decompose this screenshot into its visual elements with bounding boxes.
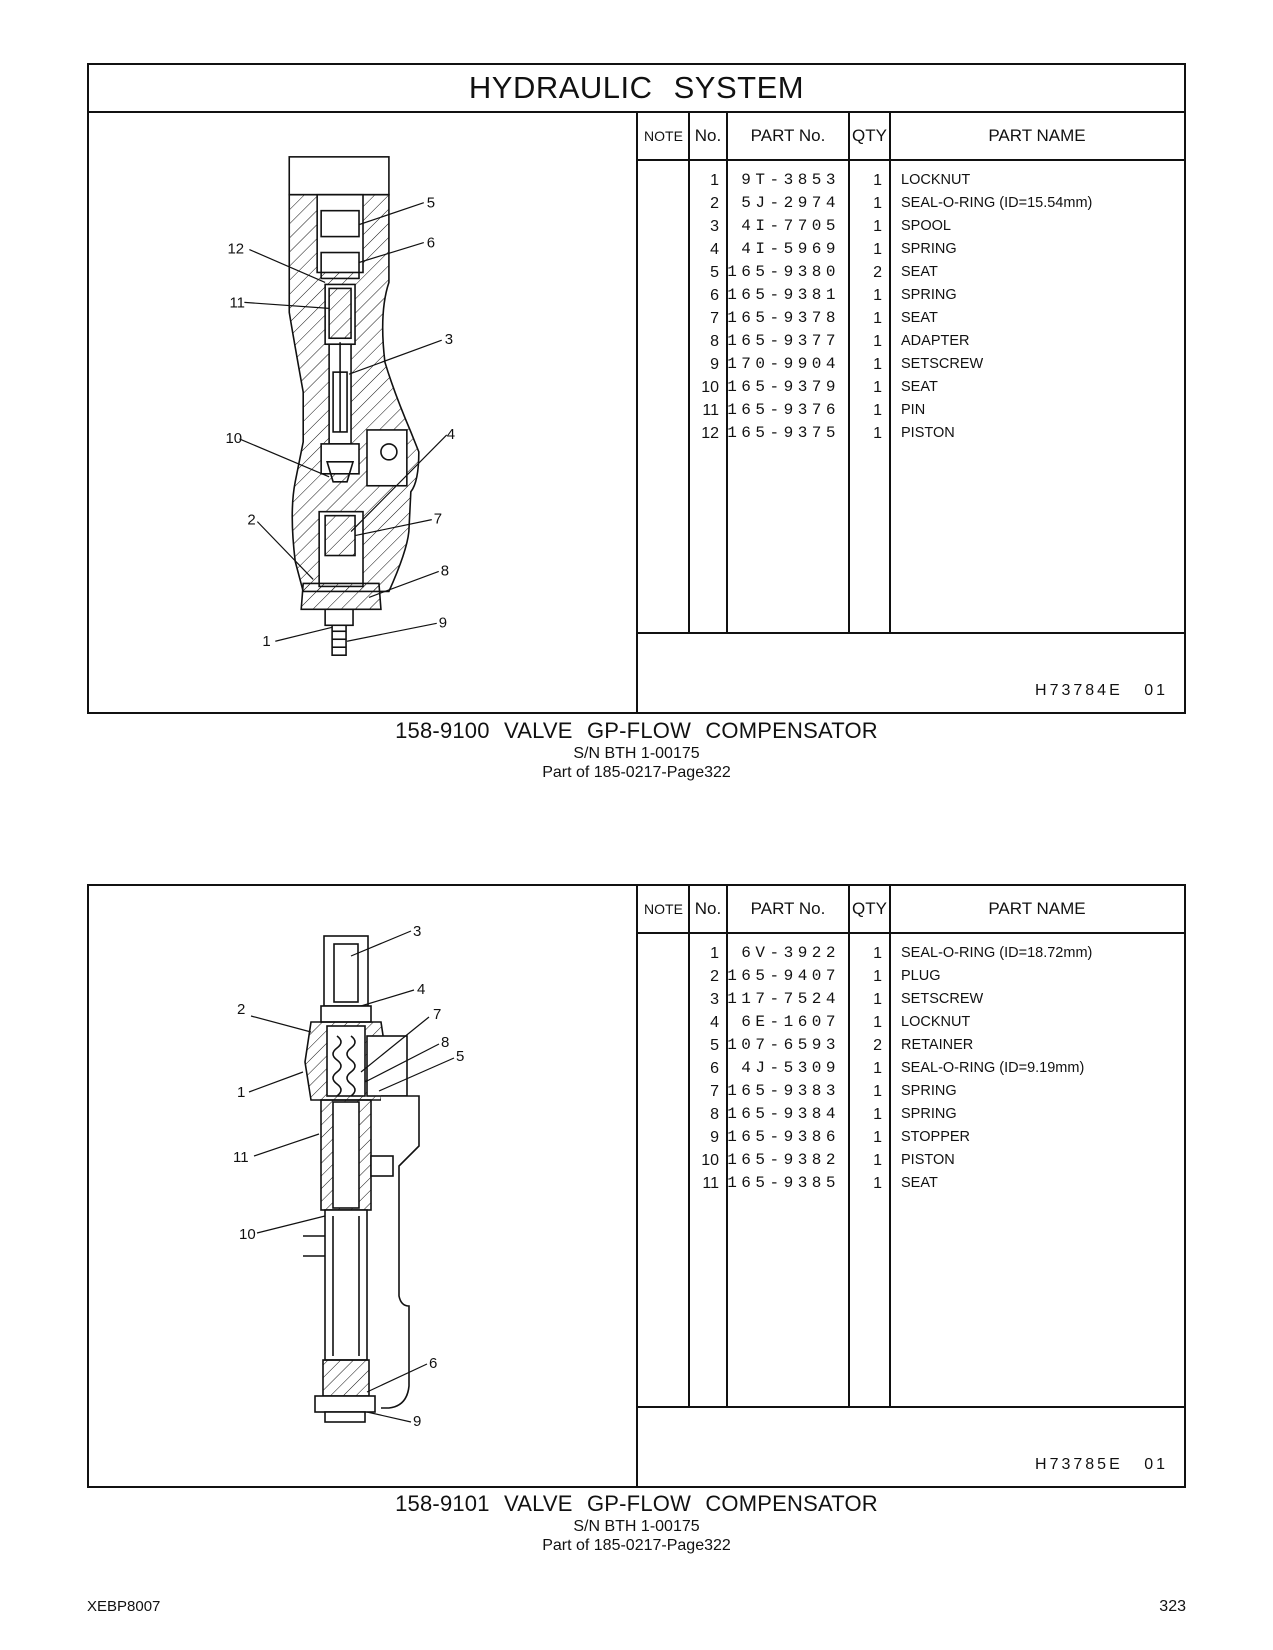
quantity: 1 [873,1083,882,1100]
item-number: 7 [710,1083,719,1100]
callout-3: 3 [444,331,454,349]
part-name: SETSCREW [901,991,984,1007]
callout-2: 2 [237,1001,246,1018]
part-number: 9T-3853 [741,171,840,189]
part-of-ref: Part of 185-0217-Page322 [542,1537,731,1554]
item-number: 6 [710,1060,719,1077]
part-number: 6E-1607 [741,1013,840,1031]
part-number: 165-9383 [727,1082,840,1100]
table-row [638,1172,1184,1195]
item-number: 6 [710,287,719,304]
parts-rows [638,169,1184,445]
item-number: 11 [702,1175,719,1192]
item-number: 1 [710,945,719,962]
part-number: 165-9382 [727,1151,840,1169]
part-name: SEAT [901,379,938,395]
callout-8: 8 [440,562,450,580]
quantity: 1 [873,241,882,258]
part-number: 165-9386 [727,1128,840,1146]
part-name: SEAT [901,1175,938,1191]
callout-9: 9 [438,614,448,632]
item-number: 10 [701,1152,719,1169]
parts-rows [638,942,1184,1195]
item-number: 9 [710,1129,719,1146]
callout-10: 10 [239,1226,256,1243]
header-part-no: PART No. [750,899,826,918]
part-number: 165-9379 [727,378,840,396]
quantity: 1 [873,379,882,396]
table-row [638,238,1184,261]
part-number: 165-9407 [727,967,840,985]
callout-6: 6 [426,234,436,252]
drawing-ref [1035,1456,1168,1474]
quantity: 1 [873,172,882,189]
part-name: RETAINER [901,1037,974,1053]
part-name: PIN [901,402,926,418]
part-number: 165-9376 [727,401,840,419]
item-number: 10 [701,379,719,396]
header-part-name: PART NAME [988,899,1086,918]
quantity: 1 [873,402,882,419]
callout-3: 3 [413,923,422,940]
item-number: 8 [710,333,719,350]
item-number: 2 [710,195,719,212]
group-caption-1 [87,718,1186,782]
table-row [638,965,1184,988]
group-title: 158-9100 VALVE GP-FLOW COMPENSATOR [395,718,878,743]
callout-11: 11 [229,294,245,312]
ref-code: H73785E [1035,1456,1123,1473]
part-name: SPOOL [901,218,951,234]
table-row [638,307,1184,330]
part-number: 117-7524 [727,990,840,1008]
part-name: PLUG [901,968,941,984]
part-name: PISTON [901,425,955,441]
header-note: NOTE [644,901,683,917]
quantity: 1 [873,945,882,962]
callout-5: 5 [426,194,436,212]
part-number: 4I-5969 [741,240,840,258]
table-row [638,1080,1184,1103]
part-of-ref: Part of 185-0217-Page322 [542,764,731,781]
group-caption-2 [87,1491,1186,1555]
callout-7: 7 [433,510,443,528]
callout-4: 4 [446,425,456,443]
quantity: 1 [873,310,882,327]
table-row [638,192,1184,215]
item-number: 7 [710,310,719,327]
callout-9: 9 [413,1413,422,1430]
header-no: No. [694,899,722,918]
page-code: XEBP8007 [87,1598,161,1615]
quantity: 2 [873,1037,882,1054]
part-number: 165-9384 [727,1105,840,1123]
callout-8: 8 [441,1034,450,1051]
part-number: 4J-5309 [741,1059,840,1077]
quantity: 1 [873,1175,882,1192]
valve-drawing-1 [89,113,638,712]
quantity: 1 [873,1106,882,1123]
quantity: 1 [873,356,882,373]
quantity: 1 [873,425,882,442]
item-number: 11 [702,402,719,419]
table-row [638,215,1184,238]
table-row [638,1103,1184,1126]
table-row [638,988,1184,1011]
header-qty: QTY [852,126,887,145]
quantity: 1 [873,287,882,304]
item-number: 12 [701,425,719,442]
part-number: 6V-3922 [741,944,840,962]
table-row [638,376,1184,399]
quantity: 1 [873,991,882,1008]
section-title: HYDRAULIC SYSTEM [468,70,805,105]
table-row [638,942,1184,965]
table-row [638,1034,1184,1057]
quantity: 1 [873,968,882,985]
part-name: ADAPTER [901,333,970,349]
part-name: STOPPER [901,1129,971,1145]
group-title: 158-9101 VALVE GP-FLOW COMPENSATOR [395,1491,878,1516]
quantity: 1 [873,1129,882,1146]
part-number: 5J-2974 [741,194,840,212]
drawing-ref [1035,682,1168,700]
part-number: 4I-7705 [741,217,840,235]
part-name: SPRING [901,1083,957,1099]
item-number: 9 [710,356,719,373]
header-part-name: PART NAME [988,126,1086,145]
item-number: 3 [710,218,719,235]
part-number: 107-6593 [727,1036,840,1054]
part-name: SEAT [901,264,938,280]
callout-1: 1 [262,633,271,651]
part-name: LOCKNUT [901,172,971,188]
part-name: SEAL-O-RING (ID=15.54mm) [901,195,1093,211]
part-number: 165-9381 [727,286,840,304]
parts-panel-2 [87,884,1186,1488]
header-note: NOTE [644,128,683,144]
part-name: SPRING [901,287,957,303]
ref-rev: 01 [1144,682,1168,699]
serial-range: S/N BTH 1-00175 [573,745,700,762]
exploded-view-1 [89,113,638,712]
table-footer [638,632,1184,712]
part-number: 165-9380 [727,263,840,281]
table-row [638,1011,1184,1034]
part-name: SEAL-O-RING (ID=18.72mm) [901,945,1093,961]
item-number: 5 [710,264,719,281]
item-number: 2 [710,968,719,985]
item-number: 8 [710,1106,719,1123]
table-row [638,330,1184,353]
serial-range: S/N BTH 1-00175 [573,1518,700,1535]
callout-11: 11 [233,1149,249,1166]
table-footer [638,1406,1184,1486]
table-row [638,169,1184,192]
part-number: 165-9377 [727,332,840,350]
part-name: SEAL-O-RING (ID=9.19mm) [901,1060,1085,1076]
callout-1: 1 [237,1084,246,1101]
table-row [638,1126,1184,1149]
callout-4: 4 [417,981,426,998]
callout-7: 7 [433,1006,442,1023]
callout-6: 6 [429,1355,438,1372]
part-name: SETSCREW [901,356,984,372]
part-name: SPRING [901,241,957,257]
item-number: 4 [710,241,719,258]
header-qty: QTY [852,899,887,918]
item-number: 5 [710,1037,719,1054]
callout-12: 12 [227,240,245,258]
table-header [638,113,1184,161]
table-header [638,886,1184,934]
item-number: 1 [710,172,719,189]
quantity: 1 [873,1014,882,1031]
callout-2: 2 [247,511,256,529]
quantity: 1 [873,1152,882,1169]
table-row [638,1149,1184,1172]
part-name: LOCKNUT [901,1014,971,1030]
callout-10: 10 [225,429,243,447]
header-no: No. [694,126,722,145]
part-name: SEAT [901,310,938,326]
item-number: 3 [710,991,719,1008]
page-number: 323 [1159,1598,1186,1615]
quantity: 1 [873,218,882,235]
quantity: 1 [873,333,882,350]
ref-code: H73784E [1035,682,1123,699]
part-number: 165-9385 [727,1174,840,1192]
table-row [638,353,1184,376]
table-row [638,284,1184,307]
quantity: 2 [873,264,882,281]
table-row [638,399,1184,422]
quantity: 1 [873,1060,882,1077]
valve-drawing-2 [89,886,638,1486]
section-title-bar [89,65,1184,113]
part-number: 165-9375 [727,424,840,442]
parts-panel-1 [87,63,1186,714]
parts-table-2 [638,886,1184,1486]
part-name: SPRING [901,1106,957,1122]
table-row [638,261,1184,284]
exploded-view-2 [89,886,638,1486]
item-number: 4 [710,1014,719,1031]
header-part-no: PART No. [750,126,826,145]
part-number: 165-9378 [727,309,840,327]
quantity: 1 [873,195,882,212]
table-row [638,1057,1184,1080]
parts-table-1 [638,113,1184,712]
part-name: PISTON [901,1152,955,1168]
table-row [638,422,1184,445]
ref-rev: 01 [1144,1456,1168,1473]
part-number: 170-9904 [727,355,840,373]
callout-5: 5 [456,1048,465,1065]
